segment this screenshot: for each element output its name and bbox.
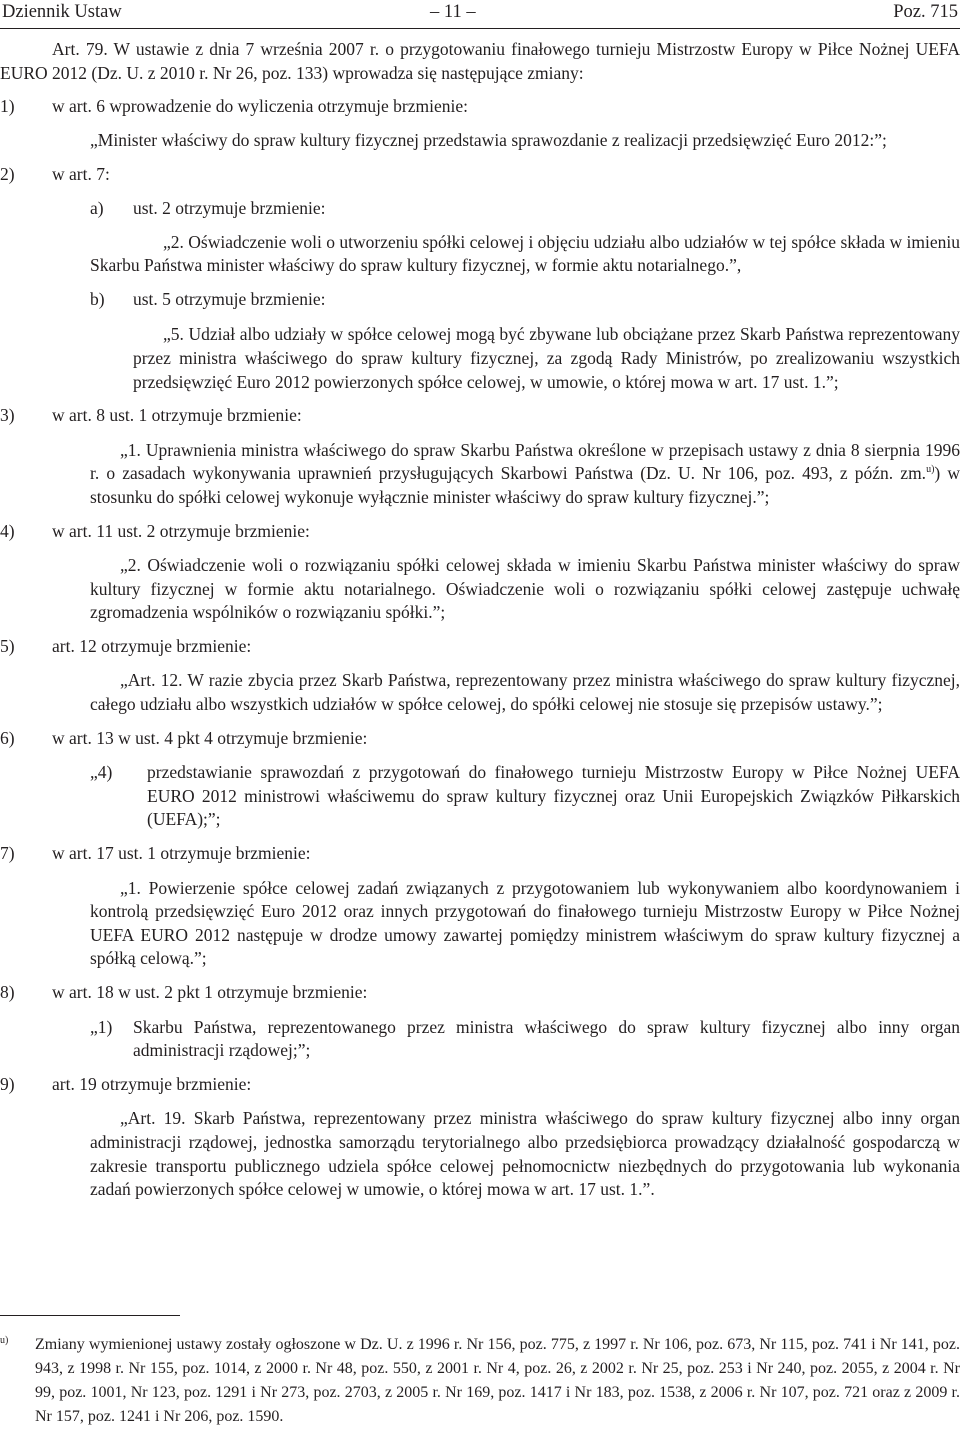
- list-item: [0, 520, 960, 544]
- article-intro: Art. 79. W ustawie z dnia 7 września 2007 r. o przygotowaniu finałowego turnieju Mistrzostw Europy w Piłce Nożnej UEFA EURO 2012 (Dz. U. z 2010 r. Nr 26, poz. 133) wprowadza się następujące zmiany:: [0, 39, 960, 83]
- quoted-text: „2. Oświadczenie woli o utworzeniu spółki celowej i objęciu udziału albo udziałów w tej spółce składa w imieniu Skarbu Państwa minister właściwy do spraw kultury fizycznej, w formie aktu notarialnego.”,: [90, 231, 960, 276]
- item-text: w art. 13 w ust. 4 pkt 4 otrzymuje brzmienie:: [52, 727, 368, 748]
- item-number: 2): [0, 164, 15, 185]
- list-item: [0, 163, 960, 187]
- quoted-text: „1. Powierzenie spółce celowej zadań związanych z przygotowaniem lub wykonywaniem albo koordynowaniem i kontrolą przedsięwzięć Euro 2012 oraz innych przygotowań do finałowego turnieju Mistrzostw Europy w Piłce Nożnej UEFA EURO 2012 następuje w drodze umowy zawartej pomiędzy ministrem właściwym do spraw kultury fizycznej a spółką celową.”;: [90, 877, 960, 969]
- item-number: 7): [0, 843, 15, 864]
- quoted-text: „Minister właściwy do spraw kultury fizycznej przedstawia sprawozdanie z realizacji przedsięwzięć Euro 2012:”;: [90, 129, 887, 150]
- sub-item-letter: a): [90, 197, 104, 218]
- point-number: „1): [90, 1016, 113, 1037]
- list-item: [0, 635, 960, 659]
- sub-item-text: ust. 5 otrzymuje brzmienie:: [133, 288, 326, 309]
- footnote-text: Zmiany wymienionej ustawy zostały ogłoszone w Dz. U. z 1996 r. Nr 156, poz. 775, z 1997 r. Nr 106, poz. 673, Nr 115, poz. 741 i Nr 141, poz. 943, z 1998 r. Nr 155, poz. 1014, z 2000 r. Nr 48, poz. 550, z 2001 r. Nr 4, poz. 26, z 2002 r. Nr 25, poz. 253 i Nr 240, poz. 2055, z 2004 r. Nr 99, poz. 1001, Nr 123, poz. 1291 i Nr 273, poz. 2703, z 2005 r. Nr 169, poz. 1417 i Nr 183, poz. 1538, z 2006 r. Nr 107, poz. 721 oraz z 2009 r. Nr 157, poz. 1241 i Nr 206, poz. 1590.: [35, 1336, 960, 1425]
- sub-item-text: ust. 2 otrzymuje brzmienie:: [133, 197, 326, 218]
- item-text: w art. 6 wprowadzenie do wyliczenia otrzymuje brzmienie:: [52, 96, 468, 117]
- item-number: 8): [0, 982, 15, 1002]
- point-number: „4): [90, 762, 113, 783]
- page-number: – 11 –: [430, 2, 476, 22]
- list-item: [0, 842, 960, 866]
- item-text: art. 19 otrzymuje brzmienie:: [52, 1073, 252, 1094]
- document-body: [0, 38, 960, 1202]
- quoted-point: [0, 1016, 960, 1063]
- quoted-text: Skarbu Państwa, reprezentowanego przez ministra właściwego do spraw kultury fizycznej albo inny organ administracji rządowej;”;: [133, 1016, 960, 1061]
- quoted-text: „Art. 12. W razie zbycia przez Skarb Państwa, reprezentowany przez ministra właściwego do spraw kultury fizycznej, całego udziału albo wszystkich udziałów w spółce celowej, do spółki celowej nie stosuje się przepisów ustawy.”;: [90, 670, 960, 715]
- quoted-text: „Art. 19. Skarb Państwa, reprezentowany przez ministra właściwego do spraw kultury fizycznej albo inny organ administracji rządowej, jednostka samorządu terytorialnego albo przedsiębiorca prowadzący działalność gospodarczą w zakresie transportu publicznego udziela spółce celowej pełnomocnictw niezbędnych do przygotowania lub wykonania zadań powierzonych spółce celowej w umowie, o której mowa w art. 17 ust. 1.”.: [90, 1108, 960, 1200]
- item-number: 1): [0, 96, 15, 117]
- quoted-text: „5. Udział albo udziały w spółce celowej mogą być zbywane lub obciążane przez Skarb Państwa reprezentowany przez ministra właściwego do spraw kultury fizycznej, za zgodą Rady Ministrów, po zrealizowaniu wszystkich przedsięwzięć Euro 2012 powierzonych spółce celowej, w umowie, o której mowa w art. 17 ust. 1.”;: [133, 324, 960, 392]
- footnote: [0, 1333, 960, 1429]
- list-item: [0, 95, 960, 119]
- sub-item-letter: b): [90, 288, 105, 309]
- sub-item: [0, 288, 960, 312]
- footnote-mark: u): [0, 1335, 9, 1346]
- item-text: art. 12 otrzymuje brzmienie:: [52, 635, 252, 656]
- page-header: [0, 0, 960, 29]
- quoted-text: [0, 439, 960, 510]
- item-number: 6): [0, 727, 15, 748]
- footnote-divider: [0, 1315, 180, 1316]
- position-number: Poz. 715: [893, 2, 958, 22]
- footnote-reference: u): [926, 464, 935, 476]
- quote-part: „1. Uprawnienia ministra właściwego do spraw Skarbu Państwa określone w przepisach ustawy z dnia 8 sierpnia 1996 r. o zasadach wykonywania uprawnień przysługujących Skarbowi Państwa (Dz. U. Nr 106, poz. 493, z późn. zm.: [90, 439, 960, 484]
- item-text: w art. 11 ust. 2 otrzymuje brzmienie:: [52, 520, 310, 541]
- quoted-text: „2. Oświadczenie woli o rozwiązaniu spółki celowej składa w imieniu Skarbu Państwa minister właściwy do spraw kultury fizycznej w formie aktu notarialnego. Oświadczenie woli o rozwiązaniu spółki celowej zastępuje uchwałę zgromadzenia wspólników o rozwiązaniu spółki.”;: [90, 555, 960, 623]
- item-number: 3): [0, 405, 15, 426]
- list-item: [0, 404, 960, 428]
- item-text: w art. 18 w ust. 2 pkt 1 otrzymuje brzmienie:: [52, 982, 368, 1002]
- item-text: w art. 8 ust. 1 otrzymuje brzmienie:: [52, 405, 302, 426]
- item-number: 4): [0, 520, 15, 541]
- quote-part: ) w stosunku do spółki celowej wykonuje wyłącznie minister właściwy do spraw kultury fizycznej.”;: [90, 463, 960, 507]
- quoted-text: przedstawianie sprawozdań z przygotowań do finałowego turnieju Mistrzostw Europy w Piłce Nożnej UEFA EURO 2012 ministrowi właściwemu do spraw kultury fizycznej oraz Unii Europejskich Związków Piłkarskich (UEFA);”;: [147, 762, 960, 830]
- item-text: w art. 17 ust. 1 otrzymuje brzmienie:: [52, 843, 311, 864]
- quoted-point: [0, 761, 960, 832]
- item-number: 5): [0, 635, 15, 656]
- journal-title: Dziennik Ustaw: [2, 2, 122, 22]
- list-item: [0, 981, 960, 1005]
- sub-item: [0, 197, 960, 221]
- list-item: [0, 1073, 960, 1097]
- item-number: 9): [0, 1073, 15, 1094]
- list-item: [0, 727, 960, 751]
- item-text: w art. 7:: [52, 164, 110, 185]
